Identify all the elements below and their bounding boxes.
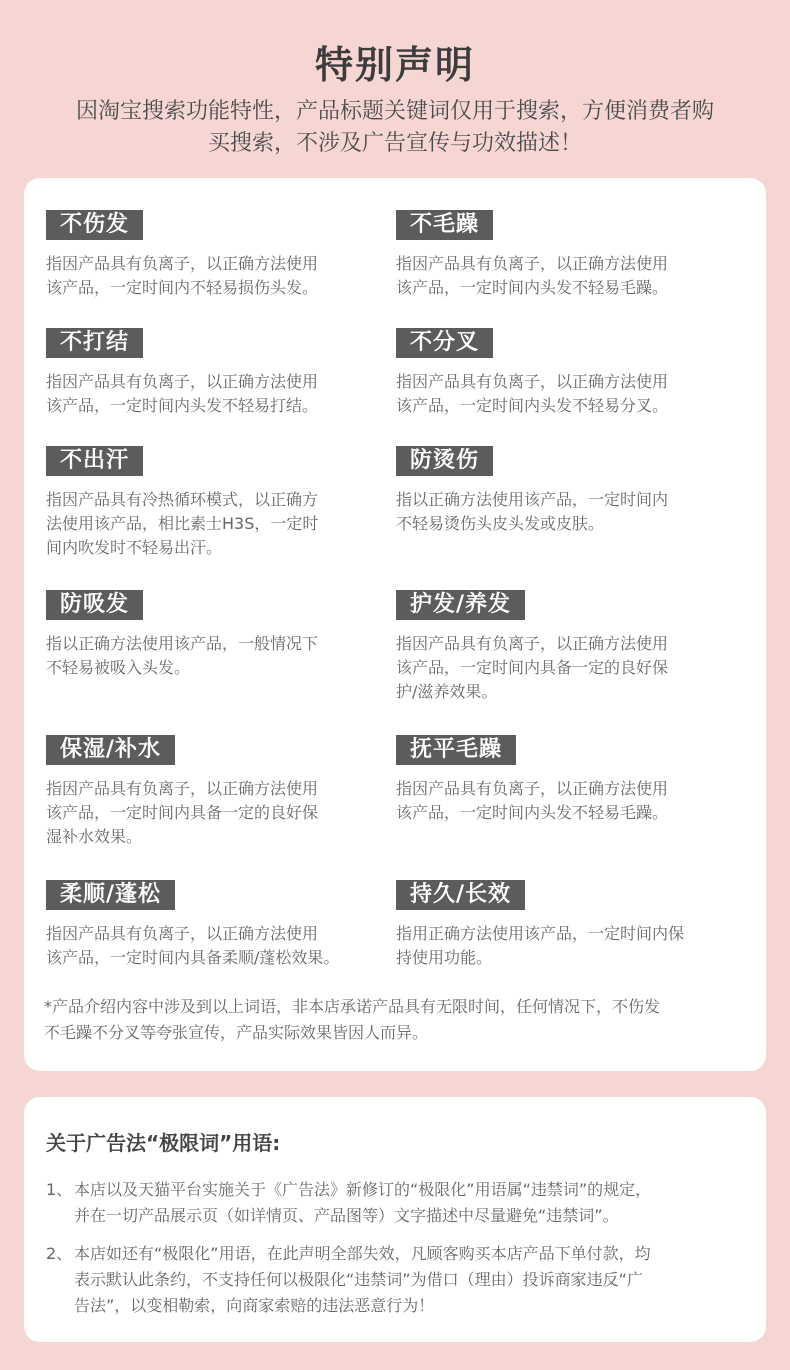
claim-item <box>46 590 376 680</box>
claim-tag: 不打结 <box>46 328 143 358</box>
claim-tag: 抚平毛躁 <box>396 735 516 765</box>
ad-law-item-text: 本店以及天猫平台实施关于《广告法》新修订的“极限化”用语属“违禁词”的规定， 并在一切产品展示页（如详情页、产品图等）文字描述中尽量避免“违禁词”。 <box>74 1180 652 1225</box>
disclaimer-note: *产品介绍内容中涉及到以上词语，非本店承诺产品具有无限时间，任何情况下，不伤发 不毛躁不分叉等夸张宣传，产品实际效果皆因人而异。 <box>44 997 661 1042</box>
claim-desc: 指以正确方法使用该产品，一定时间内 不轻易烫伤头皮头发或皮肤。 <box>396 490 669 533</box>
claim-tag: 保湿/补水 <box>46 735 175 765</box>
claim-tag: 不毛躁 <box>396 210 493 240</box>
claim-item <box>396 210 726 300</box>
ad-law-item-text: 本店如还有“极限化”用语，在此声明全部失效，凡顾客购买本店产品下单付款，均 表示默认此条约，不支持任何以极限化“违禁词”为借口（理由）投诉商家违反“广 告法”，以变相勒索，向商家索赔的违法恶意行为！ <box>74 1244 651 1315</box>
claim-desc: 指用正确方法使用该产品，一定时间内保 持使用功能。 <box>396 924 685 967</box>
claim-tag: 不分叉 <box>396 328 493 358</box>
claim-tag: 护发/养发 <box>396 590 525 620</box>
claim-desc: 指因产品具有负离子，以正确方法使用 该产品，一定时间内具备一定的良好保 湿补水效果。 <box>46 779 319 846</box>
ad-law-title: 关于广告法“极限词”用语: <box>46 1131 281 1155</box>
claim-item <box>396 735 726 825</box>
claim-tag: 不伤发 <box>46 210 143 240</box>
claim-item <box>46 880 376 970</box>
ad-law-card <box>24 1097 766 1342</box>
claim-desc: 指因产品具有负离子，以正确方法使用 该产品，一定时间内具备柔顺/蓬松效果。 <box>46 924 340 967</box>
claim-tag: 防吸发 <box>46 590 143 620</box>
ad-law-item <box>46 1241 751 1319</box>
claim-tag: 持久/长效 <box>396 880 525 910</box>
claim-tag: 防烫伤 <box>396 446 493 476</box>
claim-desc: 指因产品具有负离子，以正确方法使用 该产品，一定时间内具备一定的良好保 护/滋养效果。 <box>396 634 669 701</box>
claim-desc: 指因产品具有负离子，以正确方法使用 该产品，一定时间内头发不轻易毛躁。 <box>396 779 669 822</box>
page-title: 特别声明 <box>314 43 475 87</box>
claim-item <box>46 328 376 418</box>
claim-item <box>46 735 376 849</box>
ad-law-item-number: 2、 <box>46 1244 73 1263</box>
claim-item <box>396 880 726 970</box>
ad-law-item-number: 1、 <box>46 1180 73 1199</box>
claim-desc: 指因产品具有负离子，以正确方法使用 该产品，一定时间内头发不轻易毛躁。 <box>396 254 669 297</box>
ad-law-item <box>46 1177 751 1229</box>
claims-card <box>24 178 766 1071</box>
claim-item <box>46 446 376 560</box>
claim-item <box>46 210 376 300</box>
claim-item <box>396 328 726 418</box>
claim-tag: 柔顺/蓬松 <box>46 880 175 910</box>
claim-desc: 指因产品具有负离子，以正确方法使用 该产品，一定时间内头发不轻易分叉。 <box>396 372 669 415</box>
claim-desc: 指因产品具有负离子，以正确方法使用 该产品，一定时间内头发不轻易打结。 <box>46 372 319 415</box>
claim-tag: 不出汗 <box>46 446 143 476</box>
page-subtitle: 因淘宝搜索功能特性，产品标题关键词仅用于搜索，方便消费者购 买搜索，不涉及广告宣传与功效描述！ <box>75 99 714 156</box>
claim-item <box>396 590 726 704</box>
claim-item <box>396 446 726 536</box>
claim-desc: 指以正确方法使用该产品，一般情况下 不轻易被吸入头发。 <box>46 634 319 677</box>
claim-desc: 指因产品具有负离子，以正确方法使用 该产品，一定时间内不轻易损伤头发。 <box>46 254 319 297</box>
claim-desc: 指因产品具有冷热循环模式，以正确方 法使用该产品，相比素士H3S，一定时 间内吹发时不轻易出汗。 <box>46 490 319 557</box>
